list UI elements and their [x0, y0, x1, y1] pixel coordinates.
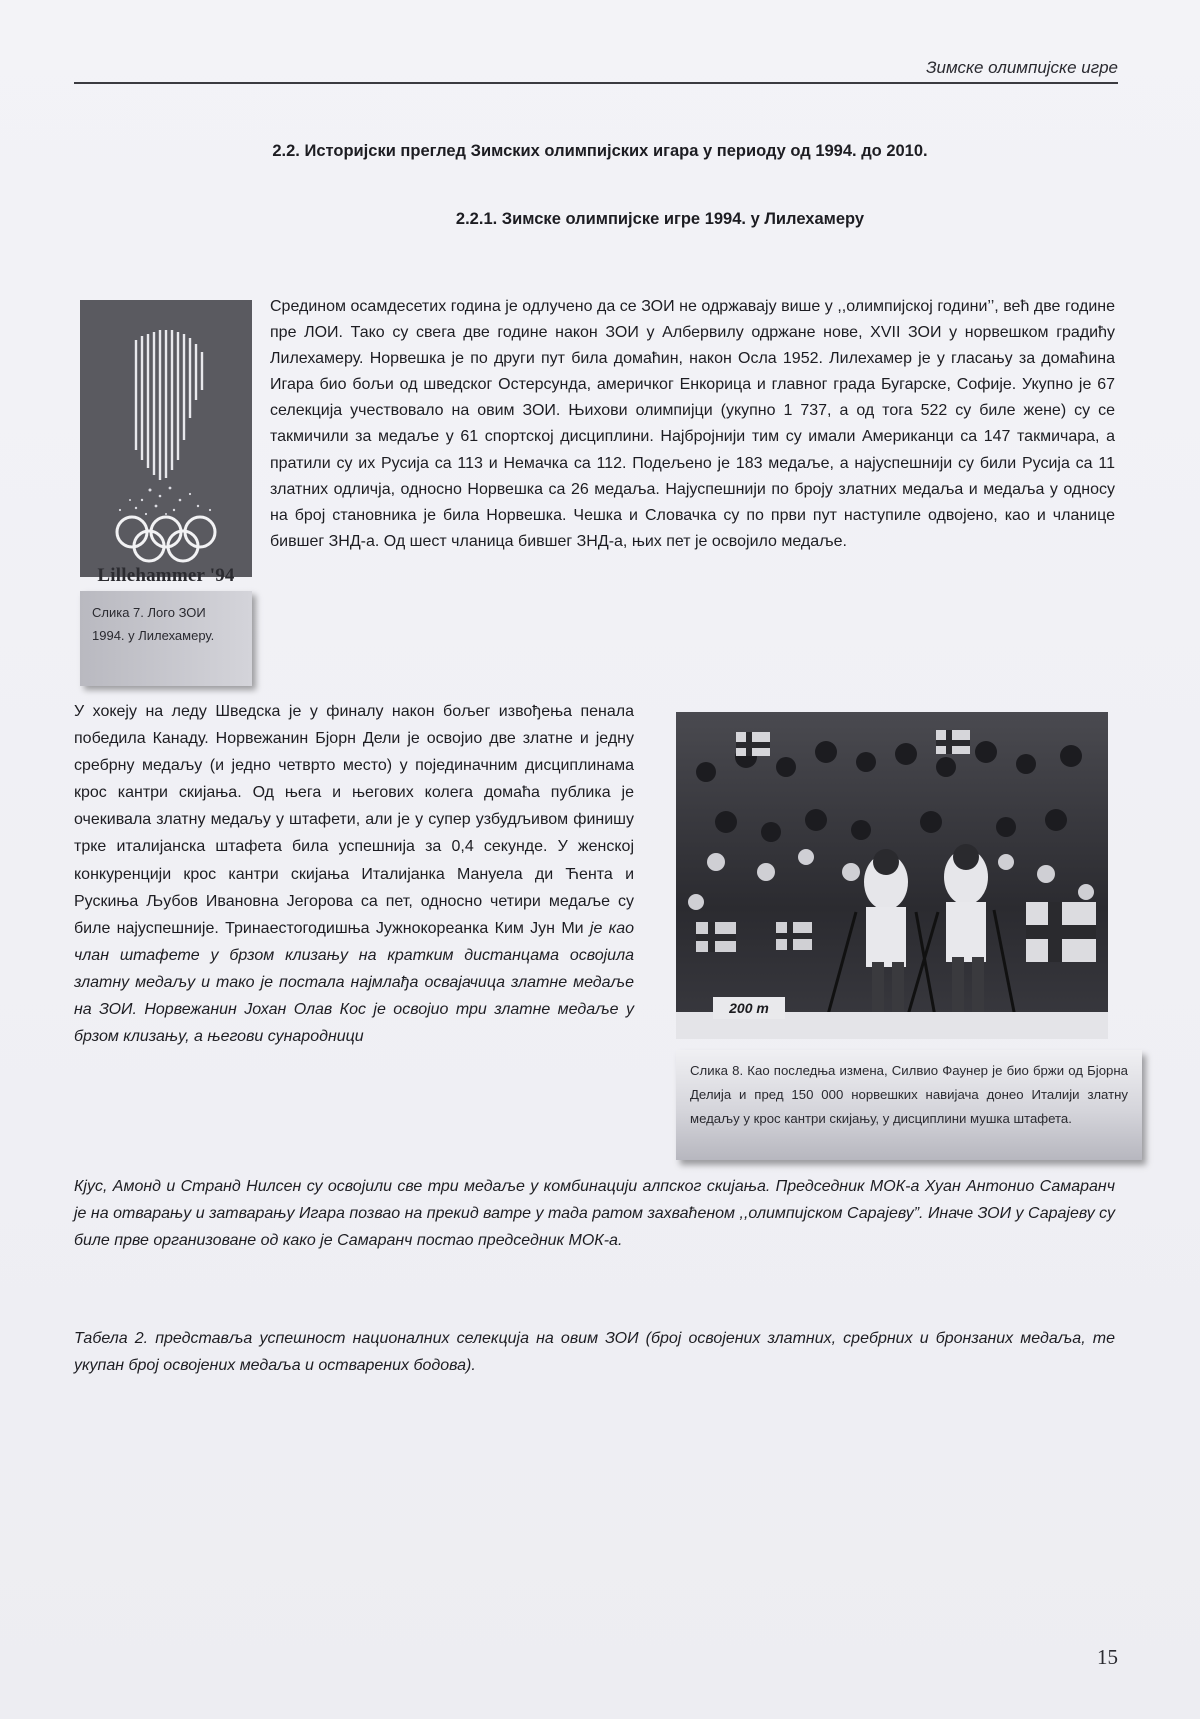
- figure-7-caption: Слика 7. Лого ЗОИ 1994. у Лилехамеру.: [80, 591, 252, 686]
- section-heading: 2.2. Историјски преглед Зимских олимпијских игара у периоду од 1994. до 2010.: [272, 142, 928, 160]
- figure-8-caption: Слика 8. Као последња измена, Силвио Фаунер је био бржи од Бјорна Делија и пред 150 000 норвешких навијача донео Италији златну медаљу у крос кантри скијању, у дисциплини мушка штафета.: [676, 1050, 1142, 1160]
- paragraph-2: [74, 698, 634, 1050]
- cross-country-skiers-photo: [676, 712, 1108, 1039]
- lillehammer-logo-graphic: [80, 300, 252, 577]
- logo-wordmark: Lillehammer '94: [97, 565, 235, 586]
- running-title: Зимске олимпијске игре: [926, 58, 1118, 77]
- paragraph-2-regular: У хокеју на леду Шведска је у финалу након бољег извођења пенала победила Канаду. Норвежанин Бјорн Дели је освојио две златне и једну сребрну медаљу (и једно четврто место) у појединачним дисциплинама крос кантри скијања. Од њега и његових колега домаћа публика је очекивала златну медаљу у штафети, али је у супер узбудљивом финишу трке италијанска штафета била успешнија за 0,4 секунде. У женској конкуренцији крос кантри скијања Италијанка Мануела ди Ћента и Рускиња Љубов Ивановна Јегорова са пет, односно четири медаље су биле најуспешније. Тринаестогодишња Јужнокореанка Ким Јун Ми: [74, 703, 634, 937]
- paragraph-3: Кјус, Амонд и Странд Нилсен су освојили све три медаље у комбинацији алпског скијања. Председник МОК-а Хуан Антонио Самаранч је на отварању и затварању Игара позвао на прекид ватре у тада ратом захваћеном ,,олимпијском Сарајеву”. Иначе ЗОИ у Сарајеву су биле прве организоване од како је Самаранч постао председник МОК-а.: [74, 1178, 1115, 1250]
- figure-8-photo: [676, 712, 1108, 1039]
- photo-distance-label: 200 m: [713, 997, 785, 1019]
- paragraph-2-italic: је као члан штафете у брзом клизању на кратким дистанцама освојила златну медаљу и тако је постала најмлађа освајачица златне медаље на ЗОИ. Норвежанин Јохан Олав Кос је освојио три златне медаље у брзом клизању, а његови сународници: [74, 919, 634, 1046]
- lillehammer-logo-image: [80, 300, 252, 577]
- table-2-note: Табела 2. представља успешност националних селекција на овим ЗОИ (број освојених златних, сребрних и бронзаних медаља, те укупан број освојених медаља и остварених бодова).: [74, 1330, 1115, 1375]
- header-rule: [74, 82, 1118, 84]
- paragraph-1: Средином осамдесетих година је одлучено да се ЗОИ не одржавају више у ,,олимпијској години’’, већ две године пре ЛОИ. Тако су свега две године након ЗОИ у Албервилу одржане нове, XVII ЗОИ у норвешком градићу Лилехамеру. Норвешка је по други пут била домаћин, након Осла 1952. Лилехамер је у гласању за домаћина Игара био бољи од шведског Остерсунда, америчког Енкорица и главног града Бугарске, Софије. Укупно је 67 селекција учествовало на овим ЗОИ. Њихови олимпијци (укупно 1 737, а од тога 522 су биле жене) су се такмичили за медаље у 61 спортској дисциплини. Најбројнији тим су имали Американци са 147 такмичара, а пратили су их Русија са 113 и Немачка са 112. Подељено је 183 медаље, а најуспешнији су били Русија са 11 златних одличја, односно Норвешка са 26 медаља. Најуспешнији по броју златних медаља и медаља у односу на број становника је била Норвешка. Чешка и Словачка су по први пут наступиле одвојено, као и чланице бившег ЗНД-а. Од шест чланица бившег ЗНД-а, њих пет је освојило медаље.: [270, 298, 1115, 550]
- page-number: 15: [1097, 1645, 1118, 1669]
- subsection-heading: 2.2.1. Зимске олимпијске игре 1994. у Лилехамеру: [455, 210, 865, 228]
